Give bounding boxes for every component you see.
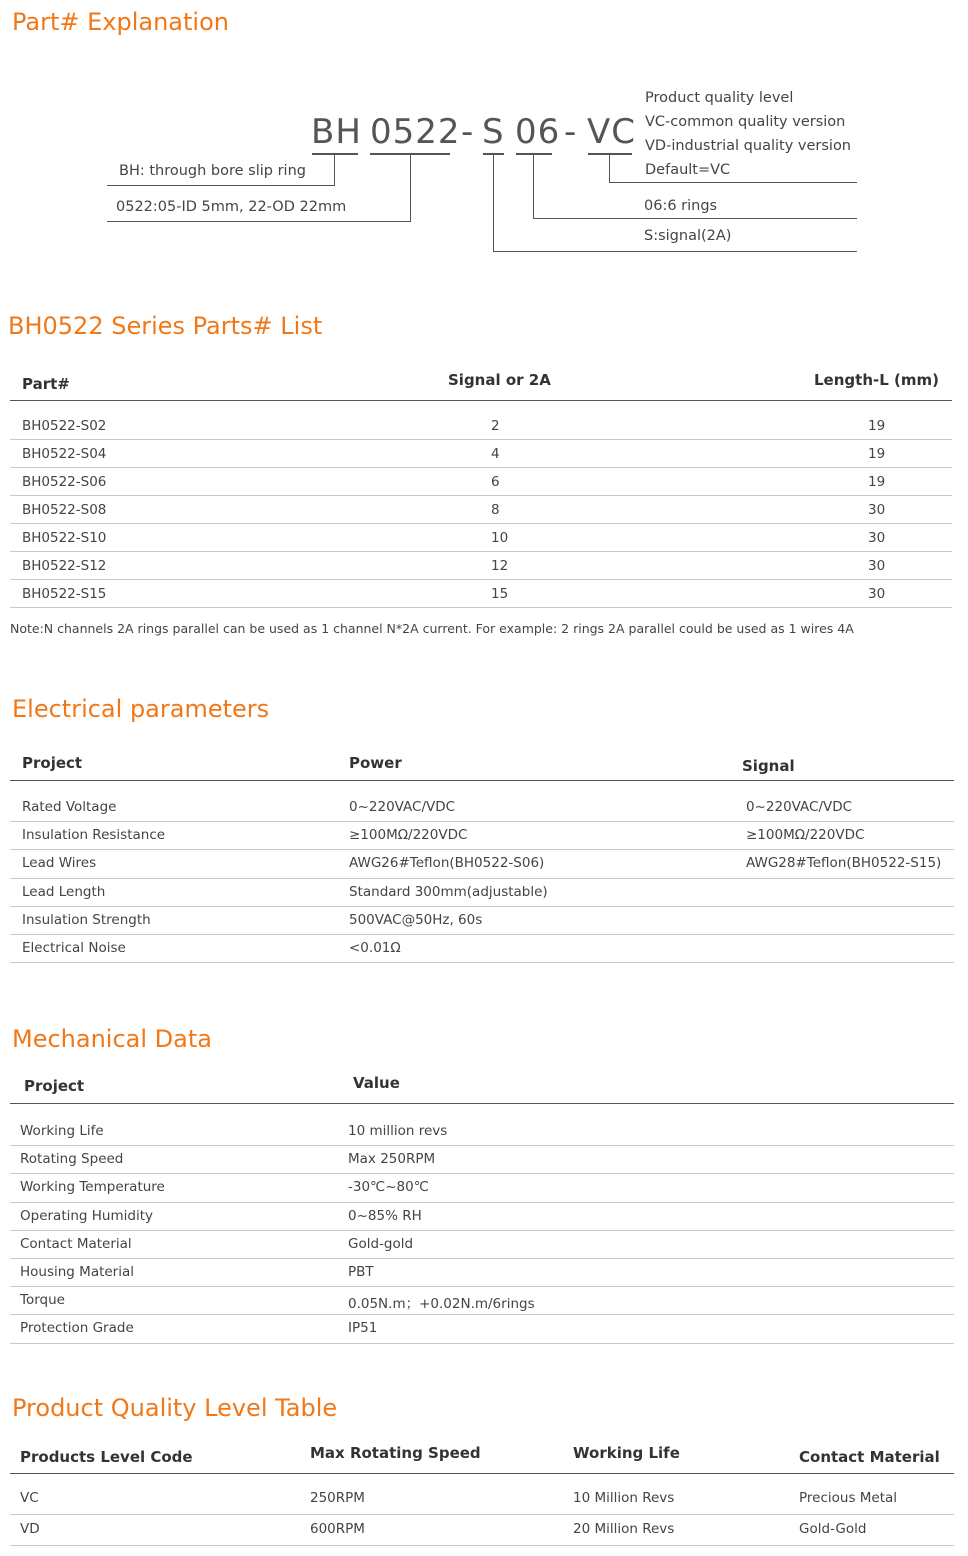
parts-row-rule [10,607,952,608]
mechanical-row-rule [10,1343,954,1344]
parts-cell: BH0522-S15 [22,586,107,602]
quality-cell: Precious Metal [799,1490,898,1506]
connector-size-vertical [410,154,411,222]
electrical-cell: Lead Length [22,883,106,900]
code-dash-2: - [564,112,578,152]
label-rings: 06:6 rings [644,198,718,214]
parts-note: Note:N channels 2A rings parallel can be used as 1 channel N*2A current. For example: 2 rings 2A parallel could be used as 1 wires 4A [10,621,854,636]
parts-cell: BH0522-S08 [22,502,107,518]
parts-header-length: Length-L (mm) [814,371,939,389]
mechanical-cell: PBT [348,1264,374,1280]
code-signal: S [482,112,505,152]
electrical-row-rule [10,962,954,963]
mechanical-header-rule [10,1103,954,1104]
connector-bh-horizontal [107,185,335,186]
parts-cell: 12 [491,558,509,574]
electrical-header-rule [10,780,954,781]
mechanical-cell: 0~85% RH [348,1207,422,1224]
parts-header-signal: Signal or 2A [448,371,551,389]
mechanical-cell: Rotating Speed [20,1151,124,1168]
quality-header-speed: Max Rotating Speed [310,1444,481,1462]
mechanical-title: Mechanical Data [12,1025,212,1053]
electrical-cell: ≥100MΩ/220VDC [746,827,865,844]
parts-row-rule [10,467,952,468]
mechanical-row-rule [10,1202,954,1203]
label-quality-default: Default=VC [645,162,731,178]
parts-cell: 30 [868,586,886,602]
underline-bh [312,153,358,155]
mechanical-cell: Contact Material [20,1235,132,1252]
parts-cell: 15 [491,586,509,602]
mechanical-header-project: Project [24,1077,85,1095]
mechanical-cell: 0.05N.m；+0.02N.m/6rings [348,1296,535,1313]
label-signal: S:signal(2A) [644,228,732,244]
connector-signal-vertical [493,154,494,252]
electrical-cell: Insulation Strength [22,911,151,928]
parts-header-rule [10,400,952,401]
parts-list-title: BH0522 Series Parts# List [8,312,323,340]
parts-cell: BH0522-S10 [22,530,107,546]
electrical-cell: 0~220VAC/VDC [349,799,456,815]
electrical-header-signal: Signal [742,757,795,775]
quality-cell: 250RPM [310,1490,365,1506]
mechanical-cell: Working Life [20,1123,104,1139]
mechanical-row-rule [10,1173,954,1174]
mechanical-row-rule [10,1314,954,1315]
electrical-cell: Rated Voltage [22,799,117,815]
mechanical-cell: Gold-gold [348,1235,414,1252]
electrical-title: Electrical parameters [12,695,270,723]
code-quality: VC [587,112,636,152]
parts-cell: BH0522-S12 [22,558,107,574]
code-bh: BH [311,112,362,152]
parts-cell: BH0522-S02 [22,418,107,434]
parts-cell: 19 [868,446,886,462]
mechanical-row-rule [10,1145,954,1146]
mechanical-row-rule [10,1258,954,1259]
quality-cell: Gold-Gold [799,1521,867,1537]
mechanical-header-value: Value [353,1074,400,1092]
quality-cell: VD [20,1521,40,1537]
label-quality-vd: VD-industrial quality version [645,138,852,154]
quality-row-rule [10,1545,954,1546]
electrical-cell: Electrical Noise [22,940,126,956]
parts-cell: 19 [868,418,886,434]
mechanical-cell: 10 million revs [348,1123,448,1139]
mechanical-cell: Operating Humidity [20,1207,153,1224]
electrical-row-rule [10,934,954,935]
label-size: 0522:05-ID 5mm, 22-OD 22mm [116,199,347,215]
label-bh: BH: through bore slip ring [119,163,306,179]
quality-title: Product Quality Level Table [12,1394,338,1422]
code-rings: 06 [515,112,561,152]
code-size: 0522 [370,112,461,152]
parts-cell: 30 [868,530,886,546]
connector-size-horizontal [107,221,411,222]
quality-header-material: Contact Material [799,1448,940,1466]
electrical-row-rule [10,821,954,822]
quality-cell: VC [20,1490,39,1506]
electrical-cell: AWG28#Teflon(BH0522-S15) [746,855,942,872]
connector-signal-horizontal [493,251,857,252]
parts-cell: 30 [868,502,886,518]
parts-row-rule [10,551,952,552]
electrical-row-rule [10,906,954,907]
parts-cell: 10 [491,530,509,546]
connector-rings-vertical [533,154,534,219]
mechanical-cell: Housing Material [20,1264,135,1280]
connector-quality-horizontal [609,182,857,183]
quality-cell: 10 Million Revs [573,1490,675,1506]
parts-row-rule [10,495,952,496]
mechanical-cell: Working Temperature [20,1179,165,1196]
parts-header-part: Part# [22,375,70,393]
label-quality-vc: VC-common quality version [645,114,846,130]
connector-rings-horizontal [533,218,857,219]
mechanical-cell: IP51 [348,1320,378,1337]
parts-cell: 19 [868,474,886,490]
electrical-row-rule [10,849,954,850]
quality-header-rule [10,1473,954,1474]
mechanical-cell: Max 250RPM [348,1151,436,1168]
mechanical-cell: Torque [20,1292,65,1309]
electrical-header-project: Project [22,754,83,772]
parts-row-rule [10,523,952,524]
underline-quality [588,153,632,155]
parts-cell: 6 [491,474,500,490]
code-dash-1: - [461,112,475,152]
mechanical-row-rule [10,1286,954,1287]
part-explanation-title: Part# Explanation [12,8,229,36]
parts-cell: BH0522-S06 [22,474,107,490]
quality-cell: 600RPM [310,1521,365,1537]
mechanical-cell: Protection Grade [20,1320,134,1337]
parts-cell: 2 [491,418,500,434]
electrical-cell: AWG26#Teflon(BH0522-S06) [349,855,545,872]
electrical-header-power: Power [349,754,402,772]
electrical-cell: Insulation Resistance [22,827,166,844]
electrical-cell: Standard 300mm(adjustable) [349,883,548,900]
quality-row-rule [10,1514,954,1515]
mechanical-cell: -30℃~80℃ [348,1179,429,1196]
part-code-diagram [0,80,968,270]
electrical-row-rule [10,878,954,879]
parts-cell: BH0522-S04 [22,446,107,462]
label-quality-title: Product quality level [645,90,794,106]
parts-row-rule [10,439,952,440]
parts-cell: 4 [491,446,500,462]
electrical-cell: 500VAC@50Hz, 60s [349,911,483,928]
parts-cell: 30 [868,558,886,574]
quality-cell: 20 Million Revs [573,1521,675,1537]
electrical-cell: ≥100MΩ/220VDC [349,827,468,844]
quality-header-code: Products Level Code [20,1448,193,1466]
quality-header-life: Working Life [573,1444,680,1462]
parts-cell: 8 [491,502,500,518]
electrical-cell: 0~220VAC/VDC [746,799,853,815]
underline-rings [516,153,552,155]
parts-row-rule [10,579,952,580]
electrical-cell: Lead Wires [22,855,97,872]
connector-quality-vertical [609,154,610,183]
electrical-cell: <0.01Ω [349,940,401,956]
mechanical-row-rule [10,1230,954,1231]
connector-bh-vertical [334,154,335,186]
